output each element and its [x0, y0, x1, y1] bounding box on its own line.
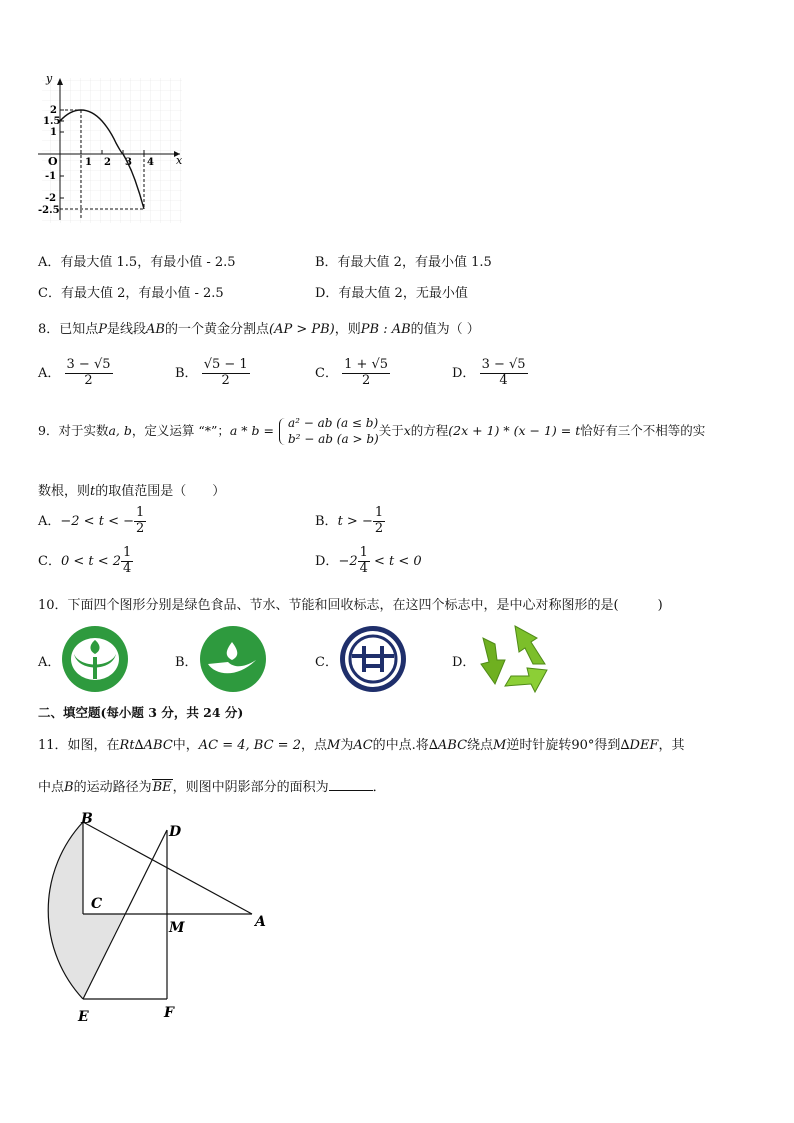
- answer-blank[interactable]: [329, 778, 373, 791]
- point-f-label: F: [164, 1005, 174, 1021]
- x-tick-label: 3: [125, 157, 132, 168]
- point-c-label: C: [91, 896, 103, 912]
- q9-stem-line1: 9．对于实数a, b，定义运算 “*”；a * b = a² − ab (a ≤ b) b² − ab (a > b) 关于x的方程(2x + 1) * (x − 1) = t恰好有三个不相等的实: [38, 416, 706, 446]
- point-e-label: E: [78, 1009, 89, 1025]
- q10-stem: 10．下面四个图形分别是绿色食品、节水、节能和回收标志，在这四个标志中，是中心对称图形的是( ): [38, 598, 663, 613]
- q8-option-c[interactable]: C． $\frac{1 + √5}{2}$: [315, 357, 389, 388]
- point-m-label: M: [169, 920, 185, 936]
- x-tick-label: 4: [147, 157, 154, 168]
- q11-stem-line1: 11．如图，在Rt∆ABC中，AC = 4, BC = 2，点M为AC的中点.将∆ABC绕点M逆时针旋转90°得到∆DEF，其: [38, 738, 685, 753]
- x-tick-label: 1: [85, 157, 92, 168]
- y-axis-label: y: [46, 72, 53, 85]
- graph-grid: [42, 78, 182, 223]
- q7-option-c[interactable]: C．有最大值 2，有最小值 - 2.5: [38, 286, 224, 301]
- y-tick-label: 2: [50, 105, 57, 116]
- q10-option-d-label[interactable]: D．: [452, 655, 476, 670]
- x-tick-label: 2: [104, 157, 111, 168]
- recycling-logo-icon: [475, 620, 557, 696]
- q9-piecewise: a² − ab (a ≤ b) b² − ab (a > b): [278, 416, 379, 447]
- q10-option-c-label[interactable]: C．: [315, 655, 338, 670]
- q9-option-a[interactable]: A．−2 < t < − $\frac{1}{2}$: [38, 505, 145, 536]
- arc-be: BE: [152, 780, 172, 795]
- water-saving-logo-icon: [198, 624, 268, 694]
- q9-option-b[interactable]: B．t > − $\frac{1}{2}$: [315, 505, 384, 536]
- q9-stem-line2: 数根，则t的取值范围是（ ）: [38, 484, 226, 499]
- point-b-label: B: [81, 811, 93, 827]
- section-2-title: 二、填空题(每小题 3 分，共 24 分): [38, 705, 244, 720]
- q8-stem: 8．已知点P是线段AB的一个黄金分割点(AP > PB)，则PB : AB的值为（ ）: [38, 322, 480, 337]
- q7-option-d[interactable]: D．有最大值 2，无最小值: [315, 286, 468, 301]
- q8-option-b[interactable]: B． $\frac{√5 - 1}{2}$: [175, 357, 248, 388]
- q8-option-d[interactable]: D． $\frac{3 - √5}{4}$: [452, 357, 526, 388]
- point-a-label: A: [255, 914, 266, 930]
- q9-option-c[interactable]: C．0 < t < 2 $\frac{1}{4}$: [38, 545, 132, 576]
- q11-figure: [40, 808, 280, 1030]
- point-d-label: D: [169, 824, 182, 840]
- y-tick-label: -2.5: [38, 205, 60, 216]
- y-tick-label: -2: [45, 193, 57, 204]
- y-tick-label: -1: [45, 171, 57, 182]
- q11-stem-line2: 中点B的运动路径为BE，则图中阴影部分的面积为 ．: [38, 780, 386, 795]
- q7-function-graph: [30, 70, 195, 230]
- energy-saving-logo-icon: [338, 624, 408, 694]
- green-food-logo-icon: [60, 624, 130, 694]
- q10-option-a-label[interactable]: A．: [38, 655, 61, 670]
- q8-option-a[interactable]: A． $\frac{3 - √5}{2}$: [38, 357, 111, 388]
- origin-label: O: [48, 155, 58, 168]
- y-tick-label: 1: [50, 127, 57, 138]
- y-tick-label: 1.5: [43, 116, 61, 127]
- q9-option-d[interactable]: D．−2 $\frac{1}{4}$ < t < 0: [315, 545, 422, 576]
- q7-option-b[interactable]: B．有最大值 2，有最小值 1.5: [315, 255, 492, 270]
- q7-option-a[interactable]: A．有最大值 1.5，有最小值 - 2.5: [38, 255, 236, 270]
- shaded-region: [48, 822, 124, 999]
- q10-option-b-label[interactable]: B．: [175, 655, 198, 670]
- x-axis-label: x: [176, 154, 183, 167]
